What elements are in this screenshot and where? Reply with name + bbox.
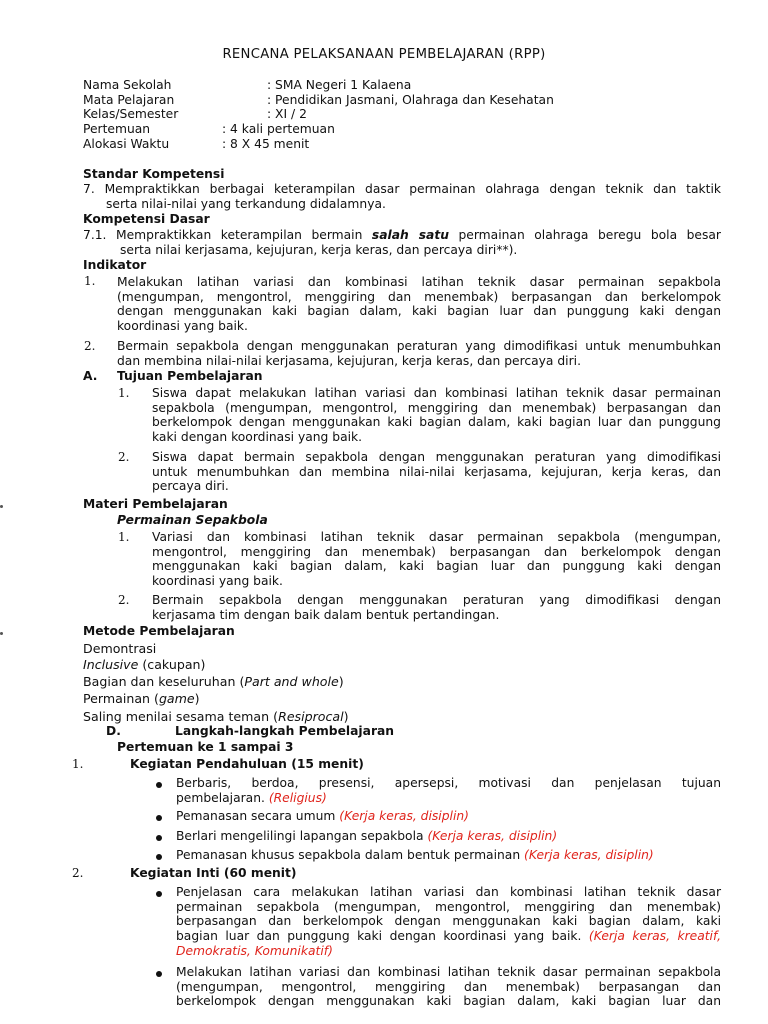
kd-text: permainan olahraga beregu bola besar: [448, 228, 721, 242]
text-line: Melakukan latihan variasi dan kombinasi latihan teknik dasar permainan sepakbola: [176, 965, 721, 979]
indikator-item-1: [117, 275, 721, 334]
pendahuluan-item-3: [176, 829, 557, 844]
text-line: (mengumpan, mengontrol, menggiring dan menembak) berpasangan dan: [176, 979, 721, 994]
value-tag: (Kerja keras, disiplin): [427, 829, 558, 843]
text: Saling menilai sesama teman (: [83, 709, 279, 724]
text-line: berkelompok dengan menggunakan kaki bagian dalam, kaki bagian luar dan: [176, 994, 721, 1009]
text-line: dengan menggunakan kaki bagian dalam, kaki bagian luar dan punggung kaki dengan: [117, 304, 721, 319]
list-number: 2.: [84, 339, 96, 353]
metode-item: Demontrasi: [83, 641, 157, 656]
text-line: percaya diri.: [152, 479, 229, 494]
sk-text: 7. Mempraktikkan berbagai keterampilan dasar permainan olahraga dengan teknik dan taktik: [83, 182, 721, 196]
materi-item-1: [152, 530, 721, 589]
text: Berlari mengelilingi lapangan sepakbola: [176, 829, 428, 843]
value-tag: (Kerja keras, disiplin): [339, 809, 469, 823]
text-line: Penjelasan cara melakukan latihan variasi dan kombinasi latihan teknik dasar: [176, 885, 721, 899]
text-line: permainan sepakbola (mengumpan, mengontrol, menggiring dan menembak): [176, 899, 721, 914]
italic-text: game: [158, 691, 195, 706]
kd-emphasis: salah satu: [371, 228, 449, 242]
text-line: koordinasi yang baik.: [117, 319, 248, 334]
text: ): [338, 674, 344, 689]
identity-label: Kelas/Semester: [83, 107, 179, 121]
value-tag: Demokratis, Komunikatif): [176, 943, 333, 958]
identity-value: : SMA Negeri 1 Kalaena: [267, 78, 412, 92]
section-heading-materi: Materi Pembelajaran: [83, 497, 228, 511]
bullet-icon: [156, 815, 162, 821]
text-line: untuk menumbuhkan dan membina nilai-nilai kerjasama, kejujuran, kerja keras, dan: [152, 464, 721, 479]
identity-value: : 4 kali pertemuan: [222, 122, 335, 136]
text-line: kaki dengan koordinasi yang baik.: [152, 430, 363, 445]
pendahuluan-item-1: [176, 776, 721, 805]
bullet-icon: [156, 782, 162, 788]
identity-label: Mata Pelajaran: [83, 93, 175, 107]
text-line: mengontrol, menggiring dan menembak) berpasangan dan berkelompok dengan: [152, 544, 721, 559]
text-line: berkelompok dengan menggunakan kaki bagian dalam, kaki bagian luar dan punggung: [152, 415, 721, 430]
value-tag: (Kerja keras, disiplin): [524, 848, 654, 862]
bullet-icon: [156, 854, 162, 860]
identity-value: : Pendidikan Jasmani, Olahraga dan Kesehatan: [267, 93, 554, 107]
pendahuluan-item-4: [176, 848, 654, 863]
text-line: berpasangan dan berkelompok dengan menggunakan kaki bagian dalam, kaki: [176, 914, 721, 929]
value-tag: (Religius): [268, 790, 327, 805]
bullet-icon: [156, 835, 162, 841]
list-number: 2.: [118, 450, 130, 464]
bullet-icon: [156, 971, 162, 977]
margin-mark: [0, 505, 3, 508]
text-line: dan membina nilai-nilai kerjasama, kejujuran, kerja keras, dan percaya diri.: [117, 353, 581, 368]
text-line: Variasi dan kombinasi latihan teknik dasar permainan sepakbola (mengumpan,: [152, 530, 721, 544]
text-line: (mengumpan, mengontrol, menggiring dan menembak) berpasangan dan berkelompok: [117, 289, 721, 304]
text: bagian luar dan punggung kaki dengan koordinasi yang baik.: [176, 929, 589, 944]
kd-text: 7.1. Mempraktikkan keterampilan bermain: [83, 228, 372, 242]
section-letter: D.: [106, 724, 121, 738]
pertemuan-heading: Pertemuan ke 1 sampai 3: [117, 740, 294, 754]
text-line: kerjasama tim dengan baik dalam bentuk pertandingan.: [152, 607, 500, 622]
section-heading-metode: Metode Pembelajaran: [83, 624, 235, 638]
inti-heading: Kegiatan Inti (60 menit): [130, 866, 297, 880]
list-number: 1.: [118, 530, 130, 544]
metode-item: [83, 709, 349, 724]
text-line: menggunakan kaki bagian dalam, kaki bagian luar dan punggung kaki dengan: [152, 559, 721, 574]
section-heading-langkah: Langkah-langkah Pembelajaran: [175, 724, 395, 738]
text-line: sepakbola (mengumpan, mengontrol, menggiring dan menembak) berpasangan dan: [152, 400, 721, 415]
text-line: Melakukan latihan variasi dan kombinasi latihan teknik dasar permainan sepakbola: [117, 275, 721, 289]
text: pembelajaran.: [176, 790, 269, 805]
text-line: koordinasi yang baik.: [152, 574, 283, 589]
italic-text: Inclusive: [83, 657, 139, 672]
indikator-item-2: [117, 339, 721, 368]
text-line: Bermain sepakbola dengan menggunakan peraturan yang dimodifikasi dengan: [152, 593, 721, 607]
section-letter: A.: [83, 369, 98, 383]
pendahuluan-item-2: [176, 809, 469, 824]
text-line: Berbaris, berdoa, presensi, apersepsi, motivasi dan penjelasan tujuan: [176, 776, 721, 790]
list-number: 1.: [118, 386, 130, 400]
identity-value: : XI / 2: [267, 107, 307, 121]
list-number: 1.: [84, 274, 96, 288]
text-line: Siswa dapat melakukan latihan variasi dan kombinasi latihan teknik dasar permainan: [152, 386, 721, 400]
margin-mark: [0, 632, 3, 635]
identity-value: : 8 X 45 menit: [222, 137, 310, 151]
section-heading-tujuan: Tujuan Pembelajaran: [117, 369, 263, 383]
tujuan-item-1: [152, 386, 721, 445]
sk-line: [83, 182, 721, 197]
text: Permainan (: [83, 691, 159, 706]
metode-item: [83, 674, 344, 689]
section-heading-indikator: Indikator: [83, 258, 147, 272]
text: Bagian dan keseluruhan (: [83, 674, 245, 689]
inti-item-1: [176, 885, 721, 959]
kd-line: [83, 228, 721, 243]
pendahuluan-heading: Kegiatan Pendahuluan (15 menit): [130, 757, 364, 771]
tujuan-item-2: [152, 450, 721, 494]
metode-item: [83, 657, 205, 672]
text-line: Bermain sepakbola dengan menggunakan peraturan yang dimodifikasi untuk menumbuhkan: [117, 339, 721, 353]
text: ): [343, 709, 349, 724]
identity-label: Alokasi Waktu: [83, 137, 170, 151]
text-line: Siswa dapat bermain sepakbola dengan menggunakan peraturan yang dimodifikasi: [152, 450, 721, 464]
inti-item-2: [176, 965, 721, 1009]
list-number: 2.: [118, 593, 130, 607]
italic-text: Part and whole: [244, 674, 339, 689]
identity-label: Nama Sekolah: [83, 78, 172, 92]
metode-item: [83, 691, 200, 706]
text: ): [194, 691, 200, 706]
italic-text: Resiprocal: [278, 709, 344, 724]
text: Pemanasan khusus sepakbola dalam bentuk permainan: [176, 848, 525, 862]
text: Pemanasan secara umum: [176, 809, 340, 823]
materi-subheading: Permainan Sepakbola: [117, 513, 268, 527]
list-number: 1.: [72, 757, 84, 771]
bullet-icon: [156, 891, 162, 897]
document-title: RENCANA PELAKSANAAN PEMBELAJARAN (RPP): [222, 47, 546, 62]
kd-line2: serta nilai kerjasama, kejujuran, kerja keras, dan percaya diri**).: [120, 243, 518, 257]
value-tag: (Kerja keras, kreatif,: [588, 929, 721, 944]
identity-label: Pertemuan: [83, 122, 151, 136]
section-heading-kd: Kompetensi Dasar: [83, 212, 210, 226]
materi-item-2: [152, 593, 721, 622]
sk-line2: serta nilai-nilai yang terkandung didalamnya.: [106, 197, 386, 211]
text: (cakupan): [138, 657, 206, 672]
list-number: 2.: [72, 866, 84, 880]
section-heading-sk: Standar Kompetensi: [83, 167, 225, 181]
